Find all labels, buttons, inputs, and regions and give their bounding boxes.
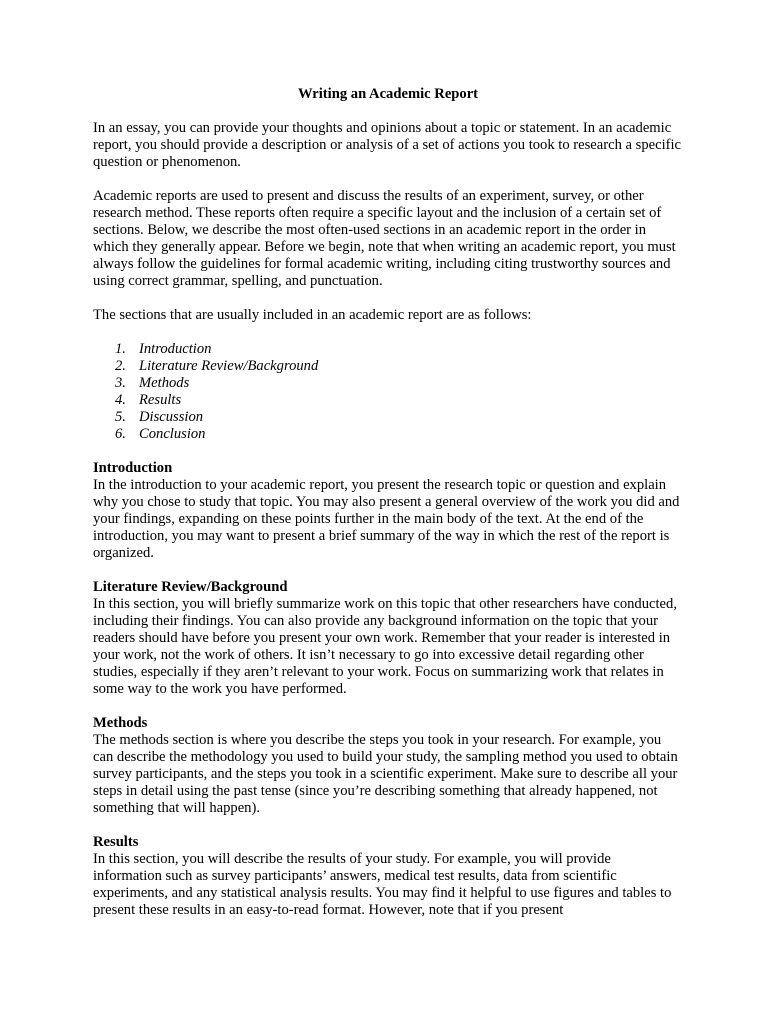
list-item-text: Introduction [139, 341, 212, 357]
section-body: The methods section is where you describe the steps you took in your research. For example, you can describe the methodology you used to build your study, the sampling method you used to obtain survey participants, and the steps you took in a scientific experiment. Make sure to describe all your steps in detail using the past tense (since you’re describing something that already happened, not something that will happen). [93, 732, 678, 816]
section-introduction [93, 460, 683, 562]
list-item [93, 375, 683, 392]
list-item-number: 5. [115, 409, 126, 425]
sections-list [93, 341, 683, 443]
intro-paragraph-3: The sections that are usually included in an academic report are as follows: [93, 307, 532, 323]
list-item-text: Conclusion [139, 426, 206, 442]
list-item-text: Literature Review/Background [139, 358, 319, 374]
list-item-number: 4. [115, 392, 126, 408]
section-results [93, 834, 683, 919]
intro-paragraph-1: In an essay, you can provide your thoughts and opinions about a topic or statement. In an academic report, you should provide a description or analysis of a set of actions you took to research a specific question or phenomenon. [93, 120, 682, 170]
section-literature-review [93, 579, 683, 698]
list-item-number: 3. [115, 375, 126, 391]
list-item-number: 2. [115, 358, 126, 374]
section-heading: Methods [93, 715, 148, 731]
document-page [93, 86, 683, 936]
list-item-number: 6. [115, 426, 126, 442]
list-item [93, 409, 683, 426]
section-heading: Results [93, 834, 139, 850]
list-item [93, 426, 683, 443]
list-item-text: Discussion [139, 409, 204, 425]
list-item [93, 392, 683, 409]
document-title: Writing an Academic Report [297, 86, 479, 102]
list-item [93, 341, 683, 358]
list-item [93, 358, 683, 375]
section-methods [93, 715, 683, 817]
section-heading: Introduction [93, 460, 173, 476]
list-item-number: 1. [115, 341, 126, 357]
list-item-text: Results [139, 392, 182, 408]
section-body: In this section, you will briefly summarize work on this topic that other researchers have conducted, including their findings. You can also provide any background information on the topic that your readers should have before you present your own work. Remember that your reader is interested in your work, not the work of others. It isn’t necessary to go into excessive detail regarding other studies, especially if they aren’t relevant to your work. Focus on summarizing work that relates in some way to the work you have performed. [93, 596, 677, 697]
intro-paragraph-2: Academic reports are used to present and discuss the results of an experiment, survey, or other research method. These reports often require a specific layout and the inclusion of a certain set of sections. Below, we describe the most often-used sections in an academic report in the order in which they generally appear. Before we begin, note that when writing an academic report, you must always follow the guidelines for formal academic writing, including citing trustworthy sources and using correct grammar, spelling, and punctuation. [93, 188, 676, 289]
section-body: In the introduction to your academic report, you present the research topic or question and explain why you chose to study that topic. You may also present a general overview of the work you did and your findings, expanding on these points further in the main body of the text. At the end of the introduction, you may want to present a brief summary of the way in which the rest of the report is organized. [93, 477, 680, 561]
section-body: In this section, you will describe the results of your study. For example, you will provide information such as survey participants’ answers, medical test results, data from scientific experiments, and any statistical analysis results. You may find it helpful to use figures and tables to present these results in an easy-to-read format. However, note that if you present [93, 851, 672, 918]
list-item-text: Methods [139, 375, 190, 391]
section-heading: Literature Review/Background [93, 579, 288, 595]
